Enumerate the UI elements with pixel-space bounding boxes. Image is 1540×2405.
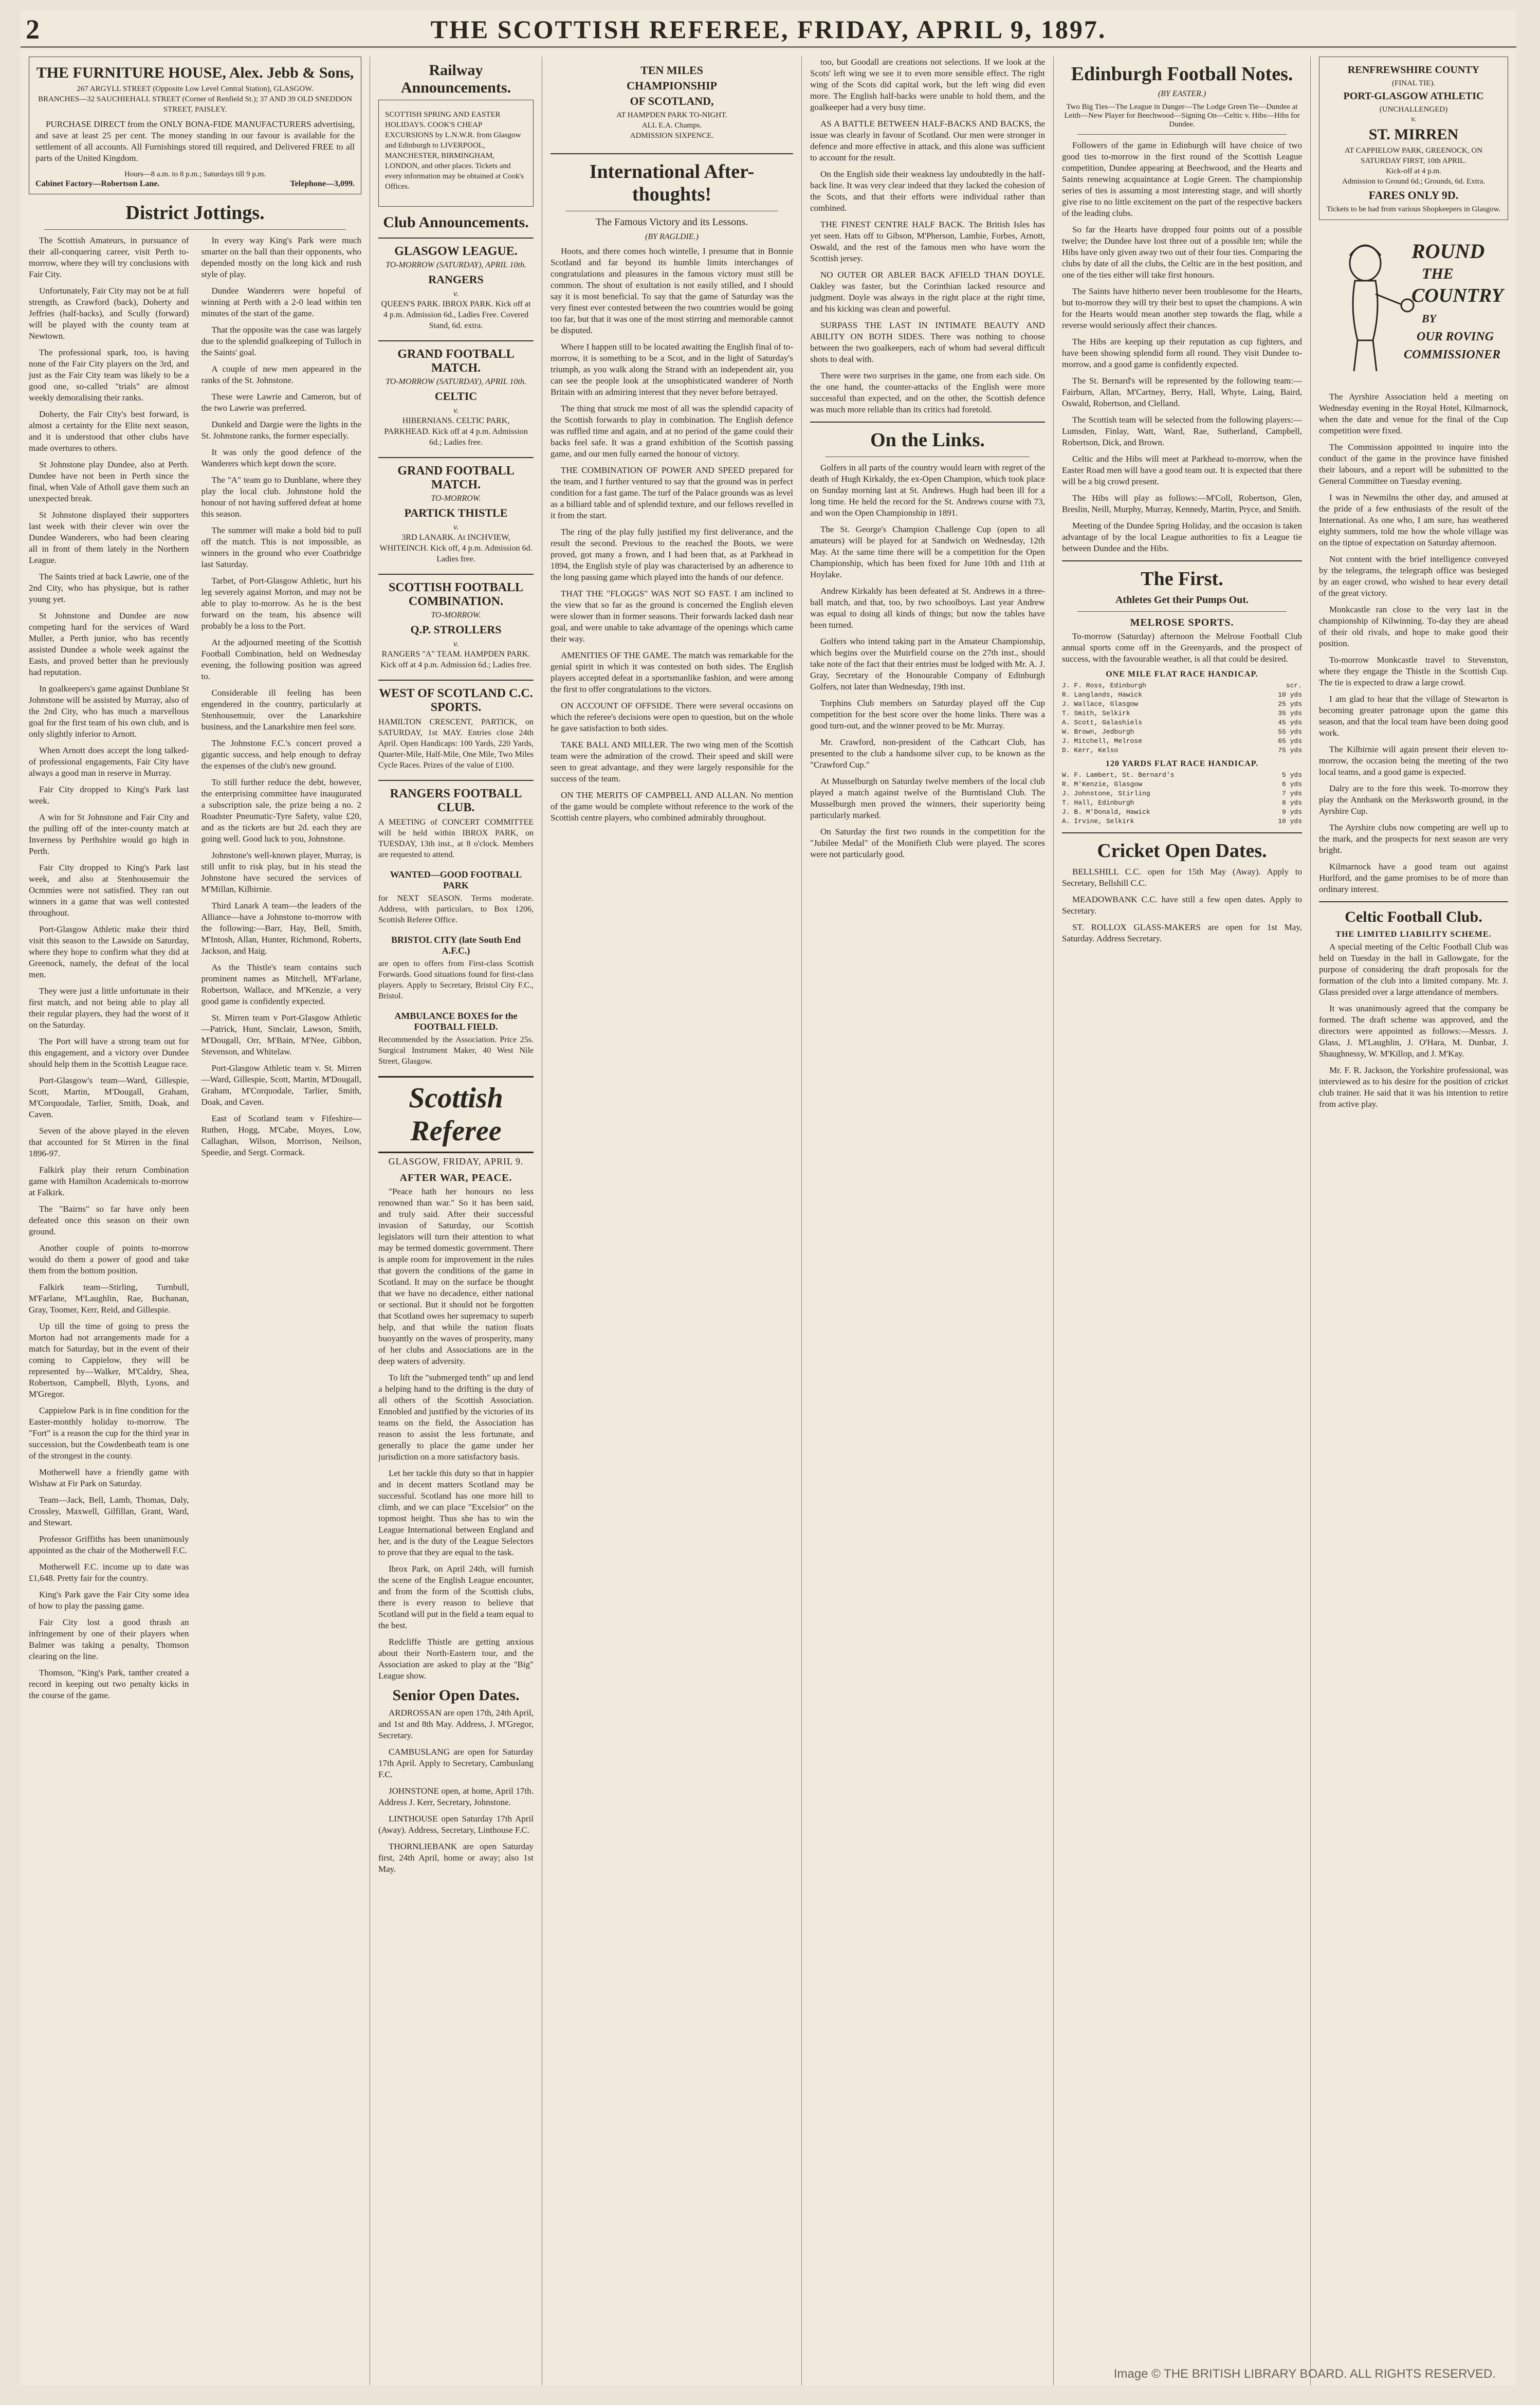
- paragraph: These were Lawrie and Cameron, but of the two Lawrie was preferred.: [201, 392, 361, 413]
- paragraph: The Scottish Amateurs, in pursuance of their all-conquering career, visit Perth to-morrow, where they will try conclusions with Fair City.: [29, 235, 189, 279]
- railway-heading: Railway Announcements.: [400, 62, 511, 96]
- paragraph: So far the Hearts have dropped four points out of a possible twelve; the Dundee have lost three out of a possible ten; while the Hibs have only given away two out of their four ties. Comparing the clubs by date of all the clubs, the Celtic are in the best position, and one of the ties either will take first honours.: [1062, 225, 1302, 280]
- railway-advert: [378, 100, 534, 207]
- announcement: [378, 935, 534, 1001]
- paragraph: Johnstone's well-known player, Murray, is still unfit to risk play, but in his stead the Johnstone have secured the services of M'Millan, Kilbirnie.: [201, 850, 361, 894]
- advert-footer: [35, 179, 355, 189]
- international-heading: International After-thoughts!: [589, 161, 755, 205]
- column-3: [542, 57, 802, 2385]
- open-date-item: ST. ROLLOX GLASS-MAKERS are open for 1st May, Saturday. Address Secretary.: [1062, 922, 1302, 943]
- announcement-body: A MEETING of CONCERT COMMITTEE will be held within IBROX PARK, on TUESDAY, 13th inst., at 8 o'clock. Members are requested to attend.: [378, 818, 534, 859]
- advert-head: RENFREWSHIRE COUNTY: [1347, 64, 1480, 76]
- table-row: [1062, 700, 1302, 709]
- paragraph: They were just a little unfortunate in their first match, and not being able to play all their regular players, they had the worst of it on the Saturday.: [29, 986, 189, 1030]
- paragraph: Mr. F. R. Jackson, the Yorkshire professional, was interviewed as to his desire for the position of cricket club trainer. He said that it was his intention to retire from active play.: [1319, 1065, 1508, 1109]
- celtic-club-heading: Celtic Football Club.: [1345, 908, 1482, 925]
- paragraph: The Hibs will play as follows:—M'Coll, Robertson, Glen, Breslin, Neill, Murphy, Murray, Kennedy, Martin, Pryce, and Smith.: [1062, 493, 1302, 514]
- celtic-club-subheading: THE LIMITED LIABILITY SCHEME.: [1335, 930, 1492, 939]
- paragraph: In every way King's Park were much smarter on the ball than their opponents, who depended mostly on the long kick and rush style of play.: [201, 235, 361, 279]
- paragraph: Motherwell F.C. income up to date was £1,648. Pretty fair for the country.: [29, 1562, 189, 1583]
- announcement: [378, 687, 534, 771]
- paragraph: Port-Glasgow's team—Ward, Gillespie, Scott, Martin, M'Dougall, Graham, M'Corquodale, Tarlier, Smith, Doak, and Caven.: [29, 1076, 189, 1119]
- paragraph: In goalkeepers's game against Dunblane St Johnstone will be assisted by Murray, also of the 2nd City, who has much a marvellous goal for the first team of his own club, and is only slightly inferior to Arnott.: [29, 684, 189, 739]
- advert-fares: FARES ONLY 9D.: [1368, 189, 1459, 202]
- announcement-sub: TO-MORROW (SATURDAY), APRIL 10th.: [386, 377, 526, 386]
- paragraph: Torphins Club members on Saturday played off the Cup competition for the best score over the home links. There was a good turn-out, and the winner proved to be Mr. Murray.: [810, 698, 1045, 731]
- paragraph: I am glad to hear that the village of Stewarton is becoming greater patronage upon the game this season, and that the local team have been doing good work.: [1319, 694, 1508, 738]
- allowance: 75 yds: [1278, 746, 1302, 754]
- the-first-heading: The First.: [1141, 568, 1223, 590]
- column-5: [1054, 57, 1311, 2385]
- announcement-head: BRISTOL CITY (late South End A.F.C.): [391, 935, 521, 956]
- divider: [810, 422, 1045, 423]
- paragraph: "Peace hath her honours no less renowned than war." So it has been said, and truly said. After their successful invasion of Saturday, our Scottish legislators will turn their attention to what may be termed domestic government. There is ample room for improvement in the rules that govern the conditions of the game in Scotland. It may on the surface be thought that we have no decadence, either national or sectional. But it should not be forgotten that Scotland owes her supremacy to superb help, and that while the nation floats buoyantly on the waves of prosperity, many of her clubs and Associations are in the deep waters of adversity.: [378, 1187, 534, 1366]
- divider: [378, 238, 534, 239]
- advert-body: PURCHASE DIRECT from the ONLY BONA-FIDE MANUFACTURERS advertising, and save at least 25 per cent. The money standing in our favour is available for the settlement of all accounts. All Furnishings stored till required, and Delivered FREE to all parts of the United Kingdom.: [35, 119, 355, 163]
- paragraph: TAKE BALL AND MILLER. The two wing men of the Scottish team were the admiration of the crowd. Their speed and skill were seen to great advantage, and they were largely responsible for the success of the team.: [551, 740, 793, 784]
- announcement-sub: TO-MORROW.: [431, 611, 481, 620]
- announcement-head: RANGERS FOOTBALL CLUB.: [390, 787, 522, 814]
- announcement-team: RANGERS: [428, 273, 484, 286]
- on-the-links-heading: On the Links.: [870, 429, 985, 451]
- paragraph: Redcliffe Thistle are getting anxious about their North-Eastern tour, and the Association are asked to play at the "Big" League show.: [378, 1637, 534, 1681]
- paragraph: Falkirk play their return Combination game with Hamilton Academicals to-morrow at Falkirk.: [29, 1165, 189, 1197]
- announcement-body: RANGERS "A" TEAM. HAMPDEN PARK. Kick off at 4 p.m. Admission 6d.; Ladies free.: [380, 650, 531, 669]
- advert-line: ADMISSION SIXPENCE.: [630, 132, 714, 140]
- table-row: [1062, 737, 1302, 746]
- advert-team: ST. MIRREN: [1368, 126, 1459, 143]
- paragraph: St Johnstone play Dundee, also at Perth. Dundee have not been in Perth since the final, when Vale of Atholl gave them such an unexpected break.: [29, 460, 189, 503]
- cricket-open-dates-heading: Cricket Open Dates.: [1097, 840, 1267, 862]
- advert-status: (UNCHALLENGED): [1379, 105, 1448, 114]
- announcement-sub: TO-MORROW (SATURDAY), APRIL 10th.: [386, 261, 526, 269]
- divider: [1062, 832, 1302, 833]
- open-date-item: JOHNSTONE open, at home, April 17th. Address J. Kerr, Secretary, Johnstone.: [378, 1786, 534, 1807]
- advert-venue: AT CAPPIELOW PARK, GREENOCK, ON SATURDAY FIRST, 10th APRIL.: [1344, 147, 1483, 165]
- newspaper-masthead-title: THE SCOTTISH REFEREE, FRIDAY, APRIL 9, 1897.: [430, 15, 1107, 44]
- competitor: T. Hall, Edinburgh: [1062, 799, 1134, 807]
- paragraph: The ring of the play fully justified my first deliverance, and the result the second. Previous to the reached the Boots, we were proved, got many a frown, and I had been that, as at Parkhead in 1894, the English style of play was characterised by an adherence to the long passing game which played into the hands of our defence.: [551, 527, 793, 582]
- ten-miles-advert: [551, 57, 793, 146]
- announcement-head: WANTED—GOOD FOOTBALL PARK: [390, 869, 522, 890]
- announcement-head: SCOTTISH FOOTBALL COMBINATION.: [388, 581, 524, 608]
- advert-address: 267 ARGYLL STREET (Opposite Low Level Central Station), GLASGOW.: [77, 85, 314, 93]
- paragraph: On Saturday the first two rounds in the competition for the "Jubilee Medal" of the Monifieth Club were played. The scores were not particularly good.: [810, 827, 1045, 859]
- competitor: J. Johnstone, Stirling: [1062, 790, 1150, 797]
- paragraph: THE COMBINATION OF POWER AND SPEED prepared for the team, and I further ventured to say that the ground was in perfect condition for a fast game. The turf of the Palace grounds was as level as a billiard table and of splendid texture, and our fellows revelled in it from the start.: [551, 465, 793, 520]
- handicap-table: [1062, 771, 1302, 826]
- paragraph: The St. Bernard's will be represented by the following team:—Fairburn, Allan, M'Cartney, Berry, Hall, Whyte, Laing, Baird, Oswald, Robertson, and Clelland.: [1062, 376, 1302, 408]
- open-date-item: LINTHOUSE open Saturday 17th April (Away). Address, Secretary, Linthouse F.C.: [378, 1814, 534, 1835]
- allowance: 65 yds: [1278, 737, 1302, 745]
- table-row: [1062, 789, 1302, 798]
- divider: [551, 153, 793, 154]
- advert-title: CHAMPIONSHIP: [627, 79, 717, 92]
- paragraph: Cappielow Park is in fine condition for the Easter-monthly holiday to-morrow. The "Fort" is a reason the cup for the third year in succession, but the Cowdenbeath team is one of the strongest in the county.: [29, 1406, 189, 1461]
- competitor: R. M'Kenzie, Glasgow: [1062, 780, 1143, 788]
- divider: [378, 340, 534, 341]
- paragraph: The professional spark, too, is having none of the Fair City players on the 3rd, and just as the Fair City team was likely to be a good one, so-called "trials" are almost weekly demoralising their ranks.: [29, 348, 189, 403]
- international-subheading: The Famous Victory and its Lessons.: [595, 216, 748, 228]
- paragraph: Dundee Wanderers were hopeful of winning at Perth with a 2-0 lead within ten minutes of the start of the game.: [201, 286, 361, 318]
- allowance: 55 yds: [1278, 728, 1302, 736]
- paragraph: The Kilbirnie will again present their eleven to-morrow, the occasion being the meeting of the two local teams, and a good game is expected.: [1319, 744, 1508, 777]
- paragraph: The Saints tried at back Lawrie, one of the 2nd City, who has physique, but is rather young yet.: [29, 572, 189, 604]
- competitor: D. Kerr, Kelso: [1062, 746, 1119, 754]
- paragraph: Seven of the above played in the eleven that accounted for St Mirren in the final 1896-97.: [29, 1126, 189, 1158]
- paragraph: St Johnstone displayed their supporters last week with their clever win over the Dundee Wanderers, who had been clearing all in front of them lately in the Northern League.: [29, 510, 189, 565]
- announcement-head: GLASGOW LEAGUE.: [394, 245, 518, 258]
- paragraph: Fair City dropped to King's Park last week, and also at Stenhousemuir the Ocmmies were not satisfied. They ran out winners in a game that was well contested throughout.: [29, 863, 189, 918]
- handicap-title: ONE MILE FLAT RACE HANDICAP.: [1106, 670, 1258, 679]
- announcement-body: Recommended by the Association. Price 25s. Surgical Instrument Maker, 40 West Nile Street, Glasgow.: [378, 1035, 534, 1066]
- announcement-vs: v.: [453, 523, 459, 532]
- open-date-item: MEADOWBANK C.C. have still a few open dates. Apply to Secretary.: [1062, 895, 1302, 916]
- competitor: J. Wallace, Glasgow: [1062, 700, 1139, 708]
- paragraph: NO OUTER OR ABLER BACK AFIELD THAN DOYLE. Oakley was faster, but the Corinthian lacked resource and judgment. Doyle was always in the right place at the right time, and his kicking was clean and powerful.: [810, 270, 1045, 314]
- open-date-item: BELLSHILL C.C. open for 15th May (Away). Apply to Secretary, Bellshill C.C.: [1062, 867, 1302, 888]
- announcement: [378, 1011, 534, 1067]
- paragraph: When Arnott does accept the long talked-of professional engagements, Fair City have always a good man in reserve in Murray.: [29, 745, 189, 778]
- announcement: [378, 787, 534, 860]
- paragraph: The Scottish team will be selected from the following players:—Lumsden, Finlay, Watt, Ward, Rae, Sutherland, Campbell, Robertson, Dick, and Brown.: [1062, 415, 1302, 447]
- allowance: 10 yds: [1278, 691, 1302, 699]
- allowance: 35 yds: [1278, 709, 1302, 717]
- announcement-body: for NEXT SEASON. Terms moderate. Address, with particulars, to Box 1206, Scottish Referee Office.: [378, 894, 534, 924]
- paragraph: The Commission appointed to inquire into the conduct of the game in the province have finished their labours, and a report will be submitted to the General Committee on Tuesday evening.: [1319, 442, 1508, 486]
- handicap-title: 120 YARDS FLAT RACE HANDICAP.: [1105, 759, 1259, 768]
- paragraph: To-morrow (Saturday) afternoon the Melrose Football Club annual sports come off in the Greenyards, and the prospect of success, with the favourable weather, is all that could be desired.: [1062, 631, 1302, 664]
- paragraph: That the opposite was the case was largely due to the splendid goalkeeping of Tulloch in the Saints' goal.: [201, 325, 361, 357]
- allowance: 7 yds: [1281, 790, 1302, 797]
- paragraph: St Johnstone and Dundee are now competing hard for the services of Ward Muller, a Perth junior, who has recently assisted Dundee a whole week against the Easts, and proved better than he previously had reputation.: [29, 611, 189, 677]
- district-jottings-body: [29, 235, 361, 1706]
- announcement-body: HIBERNIANS. CELTIC PARK, PARKHEAD. Kick off at 4 p.m. Admission 6d.; Ladies free.: [384, 416, 528, 447]
- divider: [378, 780, 534, 781]
- paragraph: Hoots, and there comes hoch wintelle, I presume that in Bonnie Scotland and far beyond its humble limits interchanges of congratulations and pleasures in the famous victory must still be common. The shout of exultation is not easily stilled, and I should say it is most beneficial. To say that the game of Saturday was the very finest ever contested between the two countries would be going too far, but that it was one of the most stirring and memorable cannot be disputed.: [551, 246, 793, 335]
- paragraph: It was only the good defence of the Wanderers which kept down the score.: [201, 447, 361, 468]
- paragraph: There were two surprises in the game, one from each side. On the one hand, the counter-attacks of the English were more successful than expected, and on the other, the Scottish defence was much more reliable than its critics had foretold.: [810, 371, 1045, 414]
- advert-title: TEN MILES: [640, 64, 703, 77]
- announcement-vs: v.: [453, 406, 459, 415]
- open-date-item: CAMBUSLANG are open for Saturday 17th April. Apply to Secretary, Cambuslang F.C.: [378, 1747, 534, 1779]
- paragraph: Another couple of points to-morrow would do them a power of good and take them from the bottom position.: [29, 1243, 189, 1276]
- advert-admission: Admission to Ground 6d.; Grounds, 6d. Extra.: [1342, 177, 1486, 186]
- round-the-country-cartoon: [1319, 227, 1508, 384]
- paragraph: Fair City dropped to King's Park last week.: [29, 785, 189, 806]
- column-4: [802, 57, 1054, 2385]
- advert-branches: BRANCHES—32 SAUCHIEHALL STREET (Corner of Renfield St.); 37 AND 39 OLD SNEDDON STREET, PAISLEY.: [38, 95, 352, 114]
- paragraph: Motherwell have a friendly game with Wishaw at Fir Park on Saturday.: [29, 1467, 189, 1488]
- paragraph: Tarbet, of Port-Glasgow Athletic, hurt his leg severely against Morton, and may not be able to play to-morrow. As he is the best forward on the team, his absence will probably be a loss to the Port.: [201, 576, 361, 631]
- paragraph: Andrew Kirkaldy has been defeated at St. Andrews in a three-ball match, and that, too, by two schoolboys. Last year Andrew was equal to doing all kinds of things; but now the tables have been turned.: [810, 586, 1045, 630]
- paragraph: ON ACCOUNT OF OFFSIDE. There were several occasions on which the referee's decisions were open to question, but on the whole he gave satisfaction to both sides.: [551, 701, 793, 733]
- paragraph: The Ayrshire clubs now competing are well up to the mark, and the prospects for next season are very bright.: [1319, 823, 1508, 855]
- paragraph: To still further reduce the debt, however, the enterprising committee have inaugurated a subscription sale, the prize being a no. 2 Roadster Pneumatic-Tyre Safety, value £20, and as the tickets are but 2d. each they are going well. Good luck to you, Johnstone.: [201, 777, 361, 844]
- paragraph: Golfers who intend taking part in the Amateur Championship, which begins over the Muirfield course on the 27th inst., should take note of the fact that their entries must be lodged with Mr. A. J. Gray, Secretary of the Honourable Company of Edinburgh Golfers, not later than Wednesday, 19th inst.: [810, 636, 1045, 691]
- newspaper-nameplate: Scottish Referee: [378, 1076, 534, 1153]
- dateline: GLASGOW, FRIDAY, APRIL 9.: [388, 1156, 524, 1167]
- table-row: [1062, 718, 1302, 727]
- paragraph: The Ayrshire Association held a meeting on Wednesday evening in the Royal Hotel, Kilmarnock, when the date and venue for the final of the Cup competition were fixed.: [1319, 392, 1508, 435]
- competitor: W. Brown, Jedburgh: [1062, 728, 1134, 736]
- cartoon-text: ROUND: [1411, 240, 1485, 263]
- paragraph: THE FINEST CENTRE HALF BACK. The British Isles has yet seen. Hats off to Gibson, M'Pherson, Lambie, Forbes, Arnott, Oswald, and the rest of the famous men who have worn the Scottish jersey.: [810, 220, 1045, 263]
- paragraph: The Saints have hitherto never been troublesome for the Hearts, but to-morrow they will try their best to upset the champions. A win for the Hearts would mean another step towards the flag, while a reverse would seriously affect their chances.: [1062, 286, 1302, 330]
- paragraph: A couple of new men appeared in the ranks of the St. Johnstone.: [201, 364, 361, 385]
- senior-open-dates-heading: Senior Open Dates.: [392, 1687, 520, 1704]
- table-row: [1062, 817, 1302, 826]
- district-jottings-heading: District Jottings.: [125, 202, 265, 224]
- figure-legs: [1354, 340, 1377, 371]
- page-number: 2: [26, 14, 40, 45]
- paragraph: Monkcastle ran close to the very last in the championship of Kilwinning. To-day they are ahead of their old rivals, and hope to make good their position.: [1319, 605, 1508, 648]
- cartoon-illustration: [1319, 227, 1508, 381]
- paragraph: ON THE MERITS OF CAMPBELL AND ALLAN. No mention of the game would be complete without reference to the work of the Scottish centre players, who combined admirably throughout.: [551, 790, 793, 823]
- edinburgh-summary: Two Big Ties—The League in Danger—The Lodge Green Tie—Dundee at Leith—New Player for Beechwood—Signing On—Celtic v. Hibs—Hibs for Dundee.: [1064, 103, 1300, 129]
- paragraph: Thomson, "King's Park, tanther created a record in keeping out two penalty kicks in the course of the game.: [29, 1668, 189, 1700]
- paragraph: SURPASS THE LAST IN INTIMATE BEAUTY AND ABILITY ON BOTH SIDES. There was nothing to choose between the two goalkeepers, each of whom had several difficult shots to deal with.: [810, 320, 1045, 364]
- paragraph: Unfortunately, Fair City may not be at full strength, as Crawford (back), Doherty and Jeffries (half-backs), and Scully (forward) will be played with the county team at Newtown.: [29, 286, 189, 341]
- announcement-vs: v.: [453, 640, 459, 648]
- table-row: [1062, 690, 1302, 700]
- figure-arm: [1376, 294, 1401, 304]
- district-jottings-right: [201, 235, 362, 1706]
- divider: [1077, 611, 1287, 612]
- announcement-head: AMBULANCE BOXES for the FOOTBALL FIELD.: [394, 1011, 518, 1032]
- advert-title: THE FURNITURE HOUSE, Alex. Jebb & Sons,: [36, 64, 354, 81]
- paragraph: The "Bairns" so far have only been defeated once this season on their own ground.: [29, 1204, 189, 1236]
- paragraph: To lift the "submerged tenth" up and lend a helping hand to the drifting is the duty of all others of the Scottish Association. Ennobled and justified by the victories of its teams on the field, the Association has reason to assist the less fortunate, and generally to place the game under her jurisdiction on a more satisfactory basis.: [378, 1373, 534, 1462]
- announcement: [378, 869, 534, 925]
- competitor: W. F. Lambert, St. Bernard's: [1062, 771, 1175, 779]
- paragraph: Not content with the brief intelligence conveyed by the telegrams, the telegraph office was besieged by an eager crowd, who wished to hear every detail of the great victory.: [1319, 554, 1508, 598]
- allowance: 10 yds: [1278, 817, 1302, 825]
- announcement: [378, 348, 534, 448]
- announcement-sub: TO-MORROW.: [431, 494, 481, 503]
- paragraph: Meeting of the Dundee Spring Holiday, and the occasion is taken advantage of by the local League authorities to fix a League tie between Dundee and the Hibs.: [1062, 521, 1302, 553]
- competitor: J. B. M'Donald, Hawick: [1062, 808, 1150, 816]
- cartoon-text: THE: [1422, 265, 1454, 282]
- paragraph: Kilmarnock have a good team out against Hurlford, and the game promises to be of more than ordinary interest.: [1319, 862, 1508, 894]
- paragraph: Doherty, the Fair City's best forward, is almost a certainty for the Elite next season, and it is understood that other clubs have made overtures to others.: [29, 409, 189, 453]
- paragraph: Mr. Crawford, non-president of the Cathcart Club, has presented to the club a handsome silver cup, to be known as the "Crawford Cup.": [810, 737, 1045, 770]
- competitor: R. Langlands, Hawick: [1062, 691, 1143, 699]
- allowance: 25 yds: [1278, 700, 1302, 708]
- advert-title: OF SCOTLAND,: [630, 95, 714, 107]
- announcement-team: Q.P. STROLLERS: [410, 623, 502, 636]
- club-announcements-heading: Club Announcements.: [383, 214, 529, 231]
- paragraph: Up till the time of going to press the Morton had not arrangements made for a match for Saturday, but in the event of their coming to Cappielow, they will be represented by—Walker, M'Caldry, Shea, Robertson, Campbell, Blyth, Lyons, and M'Gregor.: [29, 1321, 189, 1399]
- allowance: 9 yds: [1281, 808, 1302, 816]
- announcement-body: are open to offers from First-class Scottish Forwards. Good situations found for first-class players. Apply to Secretary, Bristol City F.C., Bristol.: [378, 959, 534, 1000]
- paragraph: To-morrow Monkcastle travel to Stevenston, where they engage the Thistle in the Scottish Cup. The tie is expected to draw a large crowd.: [1319, 655, 1508, 687]
- advert-hours: Hours—8 a.m. to 8 p.m.; Saturdays till 9 p.m.: [124, 170, 266, 178]
- competitor: T. Smith, Selkirk: [1062, 709, 1130, 717]
- advert-vs: v.: [1411, 115, 1416, 123]
- divider: [44, 229, 346, 230]
- advert-sub: (FINAL TIE).: [1391, 79, 1436, 87]
- masthead: [21, 10, 1516, 48]
- paragraph: Port-Glasgow Athletic team v. St. Mirren—Ward, Gillespie, Scott, Martin, M'Dougall, Graham, M'Corquodale, Tarlier, Smith, Doak, and Caven.: [201, 1063, 361, 1107]
- paragraph: At the adjourned meeting of the Scottish Football Combination, held on Wednesday evening, the following position was agreed to.: [201, 637, 361, 681]
- paragraph: THAT THE "FLOGGS" WAS NOT SO FAST. I am inclined to the view that so far as the ground is concerned the English eleven were slower than in former seasons. Their forwards lacked dash near goal, and were unable to take advantage of the openings which came their way.: [551, 589, 793, 644]
- announcement-vs: v.: [453, 289, 459, 298]
- column-6: [1311, 57, 1516, 2385]
- divider: [1062, 560, 1302, 561]
- allowance: scr.: [1286, 682, 1302, 689]
- cartoon-text: COUNTRY: [1411, 285, 1504, 306]
- paragraph: AS A BATTLE BETWEEN HALF-BACKS AND BACKS, the issue was clearly in favour of Scotland. Our men were stronger in defence and more effective in attack, and this alone was sufficient to account for the result.: [810, 119, 1045, 162]
- figure-body: [1353, 281, 1378, 340]
- paragraph: Golfers in all parts of the country would learn with regret of the death of Hugh Kirkaldy, the ex-Open Champion, which took place on Sunday morning last at St. Andrews. Hugh had been ill for a long time. He held the record for the St. Andrews course with 73, and won the Open Championship in 1891.: [810, 463, 1045, 518]
- advert-factory: Cabinet Factory—Robertson Lane.: [35, 179, 160, 188]
- advert-tickets: Tickets to be had from various Shopkeepers in Glasgow.: [1326, 205, 1501, 213]
- paragraph: St. Mirren team v Port-Glasgow Athletic—Patrick, Hunt, Sinclair, Lawson, Smith, M'Dougall, Orr, M'Bain, M'Nee, Gibbon, Stevenson, and Whitelaw.: [201, 1013, 361, 1056]
- advert-telephone: Telephone—3,099.: [290, 179, 355, 188]
- paragraph: As the Thistle's team contains such prominent names as Mitchell, M'Farlane, Robertson, Wallace, and M'Kenzie, a very good game is confidently expected.: [201, 962, 361, 1006]
- advert-kickoff: Kick-off at 4 p.m.: [1386, 167, 1441, 175]
- paragraph: On the English side their weakness lay undoubtedly in the half-back line. It was very clear indeed that they lacked the cohesion of the Scots, and that their efforts were individual rather than combined.: [810, 169, 1045, 213]
- melrose-sports-title: MELROSE SPORTS.: [1130, 617, 1234, 628]
- paragraph: Followers of the game in Edinburgh will have choice of two good ties to-morrow in the first round of the Scottish League competition, Dundee appearing at Beechwood, and the Hearts and Saints renewing acquaintance at Logie Green. The championship series of ties is assuming a most interesting stage, and will shortly give rise to no little excitement on the part of the respective backers of the leading clubs.: [1062, 140, 1302, 218]
- table-row: [1062, 746, 1302, 755]
- announcement-team: PARTICK THISTLE: [404, 506, 508, 519]
- paragraph: At Musselburgh on Saturday twelve members of the local club played a match against twelve of the Burntisland Club. The Musselburgh men proved the winners, their superiority being particularly marked.: [810, 776, 1045, 820]
- railway-body: SCOTTISH SPRING AND EASTER HOLIDAYS. COOK'S CHEAP EXCURSIONS by L.N.W.R. from Glasgow and Edinburgh to LIVERPOOL, MANCHESTER, BIRMINGHAM, LONDON, and other places. Tickets and every information may be obtained at Cook's Offices.: [385, 111, 524, 191]
- divider: [378, 680, 534, 681]
- byline: (BY RAGLDIE.): [645, 232, 699, 241]
- column-1: [21, 57, 370, 2385]
- paragraph: The summer will make a bold bid to pull off the match. This is not impossible, as winners in the ground who ever Coatbridge last Saturday.: [201, 525, 361, 569]
- paragraph: Port-Glasgow Athletic make their third visit this season to the Lawside on Saturday, where they hope to confirm what they did at Greenock, namely, the defeat of the local men.: [29, 924, 189, 979]
- advert-team: PORT-GLASGOW ATHLETIC: [1343, 90, 1484, 102]
- competitor: A. Scott, Galashiels: [1062, 719, 1143, 726]
- paragraph: Fair City lost a good thrash an infringement by one of their players when Balmer was taking a penalty, Thomson clearing on the line.: [29, 1617, 189, 1661]
- paragraph: Let her tackle this duty so that in happier and in decent matters Scotland may be successful. Scotland has one more hill to climb, and we can place "Excelsior" on the topmost height. Thus she has to win the League International between England and her, and is the duty of the League Selectors to prove that they are equal to the task.: [378, 1468, 534, 1557]
- paragraph: The Johnstone F.C.'s concert proved a gigantic success, and help enough to defray the expenses of the club's new ground.: [201, 738, 361, 771]
- announcement: [378, 245, 534, 331]
- district-jottings-left: [29, 235, 189, 1706]
- paragraph: AMENITIES OF THE GAME. The match was remarkable for the genial spirit in which it was contested on both sides. The English players accepted defeat in a sportsmanlike fashion, and were among the first to offer congratulations to the victors.: [551, 650, 793, 694]
- paragraph: Celtic and the Hibs will meet at Parkhead to-morrow, when the Easter Road men will have a good team out. It is expected that there will be a big crowd present.: [1062, 454, 1302, 486]
- paragraph: It was unanimously agreed that the company be formed. The draft scheme was approved, and the directors were appointed as follows:—Messrs. J. Glass, J. M'Laughlin, J. O'Hara, M. Dunbar, J. Shaughnessy, W. M'Killop, and J. M'Kay.: [1319, 1004, 1508, 1059]
- after-war-heading: AFTER WAR, PEACE.: [399, 1172, 512, 1183]
- announcement-body: 3RD LANARK. At INCHVIEW, WHITEINCH. Kick off, 4 p.m. Admission 6d. Ladies free.: [379, 533, 533, 563]
- copyright-footer: Image © THE BRITISH LIBRARY BOARD. ALL RIGHTS RESERVED.: [1113, 2367, 1496, 2381]
- table-row: [1062, 808, 1302, 817]
- paragraph: East of Scotland team v Fifeshire—Ruthen, Hogg, M'Cabe, Moyes, Low, Callaghan, Wilson, Morrison, Neilson, Speedie, and Sergt. Cormack.: [201, 1114, 361, 1157]
- competitor: J. F. Ross, Edinburgh: [1062, 682, 1146, 689]
- allowance: 8 yds: [1281, 799, 1302, 807]
- paragraph: The Port will have a strong team out for this engagement, and a victory over Dundee should help them in the Scottish League race.: [29, 1036, 189, 1069]
- divider: [1319, 901, 1508, 902]
- announcement-team: CELTIC: [434, 390, 478, 403]
- allowance: 6 yds: [1281, 780, 1302, 788]
- announcement-head: WEST OF SCOTLAND C.C. SPORTS.: [379, 687, 533, 714]
- paragraph: I was in Newmilns the other day, and amused at the pride of a few enthusiasts of the result of the International. As one who, I am sure, has weathered eighty summers, told me how the whole village was on the tiptoe of expectation on Saturday afternoon.: [1319, 493, 1508, 548]
- table-row: [1062, 727, 1302, 737]
- column-2: [370, 57, 542, 2385]
- paragraph: The Hibs are keeping up their reputation as cup fighters, and have been showing splendid form all round. They visit Dundee to-morrow, and a good game is confidently expected.: [1062, 337, 1302, 369]
- paragraph: Team—Jack, Bell, Lamb, Thomas, Daly, Crossley, Maxwell, Gilfillan, Grant, Ward, and Stewart.: [29, 1495, 189, 1527]
- announcement-head: GRAND FOOTBALL MATCH.: [397, 464, 515, 491]
- paragraph: The thing that struck me most of all was the splendid capacity of the Scottish forwards to play in combination. The English defence was ruffled time and again, and at no period of the game could their backs feel safe. It was a grand exhibition of the Scottish passing game, and our men fully earned the honour of victory.: [551, 404, 793, 459]
- advert-line: ALL E.A. Champs.: [641, 121, 702, 130]
- paragraph: A special meeting of the Celtic Football Club was held on Tuesday in the hall in Gallowgate, for the purpose of considering the draft proposals for the formation of the club into a limited company. Mr. J. Glass presided over a large attendance of members.: [1319, 942, 1508, 997]
- paragraph: The St. George's Champion Challenge Cup (open to all amateurs) will be played for at Sandwich on Wednesday, 12th May. At the same time there will be a competition for the Open Championship, which has been fixed for June 10th and 11th at Hoylake.: [810, 524, 1045, 579]
- competitor: A. Irvine, Selkirk: [1062, 817, 1134, 825]
- newspaper-page: [21, 10, 1516, 2385]
- announcement-body: QUEEN'S PARK. IBROX PARK. Kick off at 4 p.m. Admission 6d., Ladies Free. Covered Stand, 6d. extra.: [381, 300, 531, 330]
- cartoon-text: BY: [1422, 312, 1437, 325]
- divider: [1077, 134, 1287, 135]
- open-date-item: ARDROSSAN are open 17th, 24th April, and 1st and 8th May. Address, J. M'Gregor, Secretary.: [378, 1708, 534, 1740]
- paragraph: Third Lanark A team—the leaders of the Alliance—have a Johnstone to-morrow with the following:—Barr, Hay, Bell, Smith, M'Intosh, Allan, Hunter, Richmond, Roberts, Jackson, and Haig.: [201, 901, 361, 956]
- open-date-item: THORNLIEBANK are open Saturday first, 24th April, home or away; also 1st May.: [378, 1842, 534, 1874]
- furniture-house-advert: [29, 57, 361, 194]
- paragraph: The "A" team go to Dunblane, where they play the local club. Johnstone hold the honour of not having suffered defeat at home this season.: [201, 475, 361, 519]
- handicap-table: [1062, 681, 1302, 755]
- allowance: 45 yds: [1278, 719, 1302, 726]
- cartoon-text: OUR ROVING: [1417, 330, 1494, 343]
- renfrewshire-advert: [1319, 57, 1508, 220]
- paragraph: Where I happen still to be located awaiting the English final of to-morrow, it is something to be a Scot, and in the light of Saturday's triumph, as you walk along the Strand with an independent air, you can see the people look at the unsophisticated wanderer of North Britain with an admiring interest that they never before betrayed.: [551, 342, 793, 397]
- table-row: [1062, 798, 1302, 808]
- table-row: [1062, 681, 1302, 690]
- table-row: [1062, 780, 1302, 789]
- paragraph: King's Park gave the Fair City some idea of how to play the passing game.: [29, 1590, 189, 1611]
- announcement-head: GRAND FOOTBALL MATCH.: [397, 348, 515, 375]
- paragraph: Professor Griffiths has been unanimously appointed as the chair of the Motherwell F.C.: [29, 1534, 189, 1555]
- paragraph: A win for St Johnstone and Fair City and the pulling off of the inter-county match at Inverness by Perthshire would go high in Perth.: [29, 812, 189, 856]
- paragraph: Dunkeld and Dargie were the lights in the St. Johnstone ranks, the former especially.: [201, 420, 361, 441]
- paragraph: too, but Goodall are creations not selections. If we look at the Scots' left wing we see it to even more sensible effect. The right wing of the Scots did capital work, but the left wing did even more. The English half-backs were unable to hold them, and the goalkeeper had a very busy time.: [810, 57, 1045, 112]
- the-first-subheading: Athletes Get their Pumps Out.: [1115, 594, 1249, 606]
- announcement-body: HAMILTON CRESCENT, PARTICK, on SATURDAY, 1st MAY. Entries close 24th April. Open Handicaps: 100 Yards, 220 Yards, Quarter-Mile, Half-Mile, One Mile, Two Miles Cycle Races. Prizes of the value of £100.: [378, 718, 534, 770]
- figure-cap: [1350, 245, 1381, 256]
- paragraph: Considerable ill feeling has been engendered in the country, particularly at Stenhousemuir, over the Lanarkshire business, and the Lanarkshire men feel sore.: [201, 688, 361, 732]
- paragraph: Dalry are to the fore this week. To-morrow they play the Annbank on the Merksworth ground, in the Ayrshire Cup.: [1319, 784, 1508, 816]
- edinburgh-notes-heading: Edinburgh Football Notes.: [1071, 63, 1293, 85]
- table-row: [1062, 709, 1302, 718]
- competitor: J. Mitchell, Melrose: [1062, 737, 1143, 745]
- announcement: [378, 464, 534, 564]
- paragraph: Falkirk team—Stirling, Turnbull, M'Farlane, M'Laughlin, Rae, Buchanan, Gray, Toomer, Kerr, Reid, and Gillespie.: [29, 1282, 189, 1315]
- cartoon-text: COMMISSIONER: [1404, 348, 1501, 361]
- byline: (BY EASTER.): [1158, 89, 1206, 98]
- announcement: [378, 581, 534, 670]
- table-row: [1062, 771, 1302, 780]
- advert-line: AT HAMPDEN PARK TO-NIGHT.: [616, 111, 727, 119]
- divider: [378, 457, 534, 458]
- divider: [378, 574, 534, 575]
- allowance: 5 yds: [1281, 771, 1302, 779]
- paragraph: Ibrox Park, on April 24th, will furnish the scene of the English League encounter, and from the form of the Scottish clubs, there is every reason to believe that Scotland will put in the field a team equal to the best.: [378, 1564, 534, 1630]
